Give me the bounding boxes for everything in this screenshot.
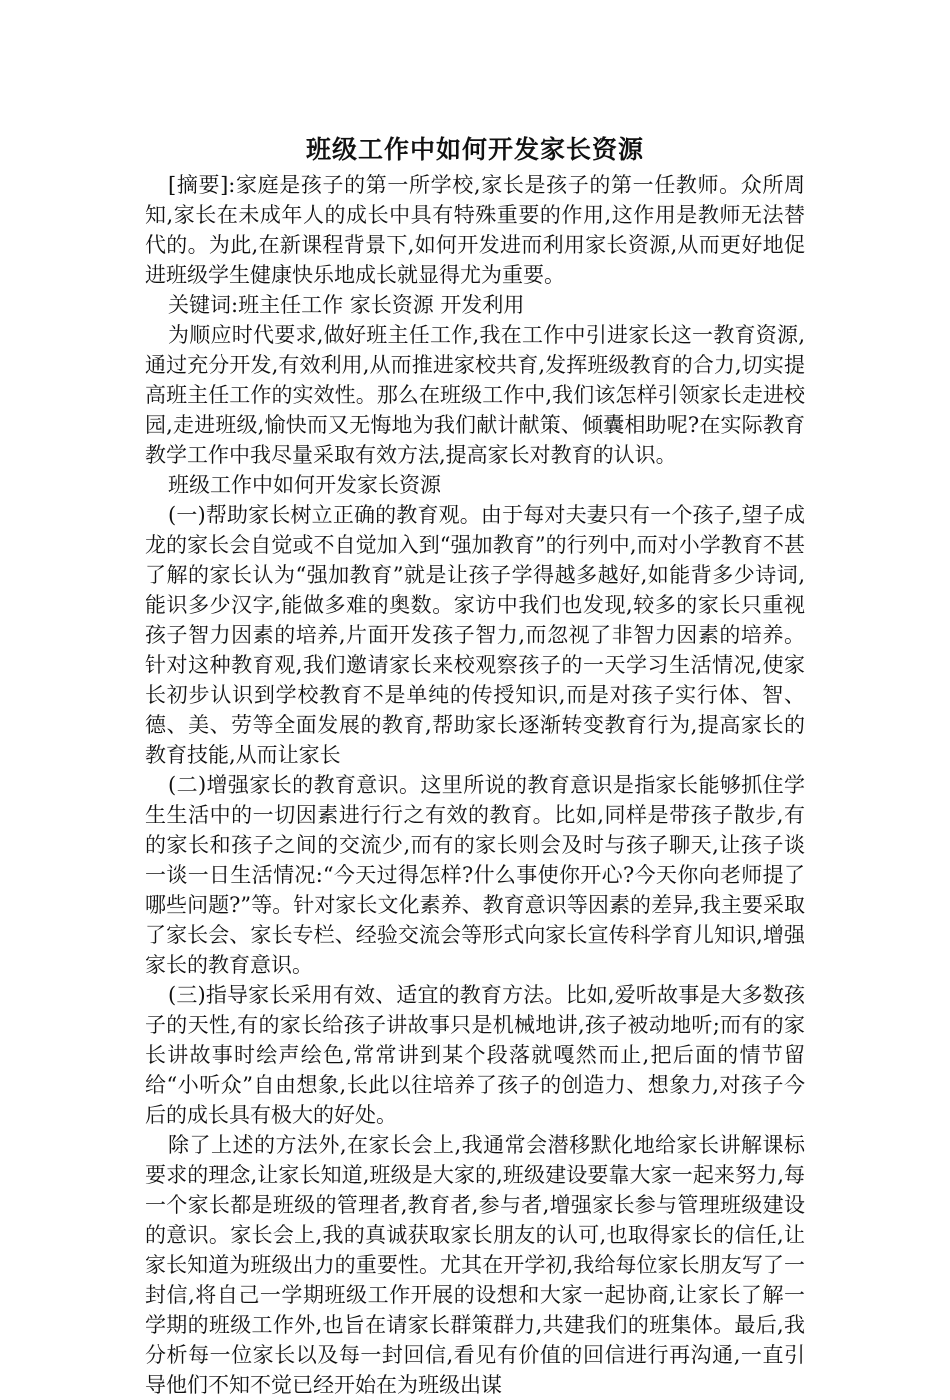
keywords-paragraph: 关键词:班主任工作 家长资源 开发利用 (168, 293, 525, 317)
document-page (145, 130, 805, 1400)
document-title: 班级工作中如何开发家长资源 (305, 135, 644, 164)
body-paragraph-2: (二)增强家长的教育意识。这里所说的教育意识是指家长能够抓住学生生活中的一切因素进行行之有效的教育。比如,同样是带孩子散步,有的家长和孩子之间的交流少,而有的家长则会及时与孩子聊天,让孩子谈一谈一日生活情况:“今天过得怎样?什么事使你开心?今天你向老师提了哪些问题?”等。针对家长文化素养、教育意识等因素的差异,我主要采取了家长会、家长专栏、经验交流会等形式向家长宣传科学育儿知识,增强家长的教育意识。 (145, 773, 805, 977)
section-heading: 班级工作中如何开发家长资源 (168, 473, 441, 497)
body-paragraph-4: 除了上述的方法外,在家长会上,我通常会潜移默化地给家长讲解课标要求的理念,让家长知道,班级是大家的,班级建设要靠大家一起来努力,每一个家长都是班级的管理者,教育者,参与者,增强家长参与管理班级建设的意识。家长会上,我的真诚获取家长朋友的认可,也取得家长的信任,让家长知道为班级出力的重要性。尤其在开学初,我给每位家长朋友写了一封信,将自己一学期班级工作开展的设想和大家一起协商,让家长了解一学期的班级工作外,也旨在请家长群策群力,共建我们的班集体。最后,我分析每一位家长以及每一封回信,看见有价值的回信进行再沟通,一直引导他们不知不觉已经开始在为班级出谋 (145, 1133, 805, 1397)
body-paragraph-1: (一)帮助家长树立正确的教育观。由于每对夫妻只有一个孩子,望子成龙的家长会自觉或不自觉加入到“强加教育”的行列中,而对小学教育不甚了解的家长认为“强加教育”就是让孩子学得越多越好,如能背多少诗词,能识多少汉字,能做多难的奥数。家访中我们也发现,较多的家长只重视孩子智力因素的培养,片面开发孩子智力,而忽视了非智力因素的培养。针对这种教育观,我们邀请家长来校观察孩子的一天学习生活情况,使家长初步认识到学校教育不是单纯的传授知识,而是对孩子实行体、智、德、美、劳等全面发展的教育,帮助家长逐渐转变教育行为,提高家长的教育技能,从而让家长 (145, 503, 805, 767)
body-paragraph-3: (三)指导家长采用有效、适宜的教育方法。比如,爱听故事是大多数孩子的天性,有的家长给孩子讲故事只是机械地讲,孩子被动地听;而有的家长讲故事时绘声绘色,常常讲到某个段落就嘎然而止,把后面的情节留给“小听众”自由想象,长此以往培养了孩子的创造力、想象力,对孩子今后的成长具有极大的好处。 (145, 983, 805, 1127)
abstract-paragraph: [摘要]:家庭是孩子的第一所学校,家长是孩子的第一任教师。众所周知,家长在未成年人的成长中具有特殊重要的作用,这作用是教师无法替代的。为此,在新课程背景下,如何开发进而利用家长资源,从而更好地促进班级学生健康快乐地成长就显得尤为重要。 (145, 173, 805, 287)
intro-paragraph: 为顺应时代要求,做好班主任工作,我在工作中引进家长这一教育资源,通过充分开发,有效利用,从而推进家校共育,发挥班级教育的合力,切实提高班主任工作的实效性。那么在班级工作中,我们该怎样引领家长走进校园,走进班级,愉快而又无悔地为我们献计献策、倾囊相助呢?在实际教育教学工作中我尽量采取有效方法,提高家长对教育的认识。 (145, 323, 805, 467)
